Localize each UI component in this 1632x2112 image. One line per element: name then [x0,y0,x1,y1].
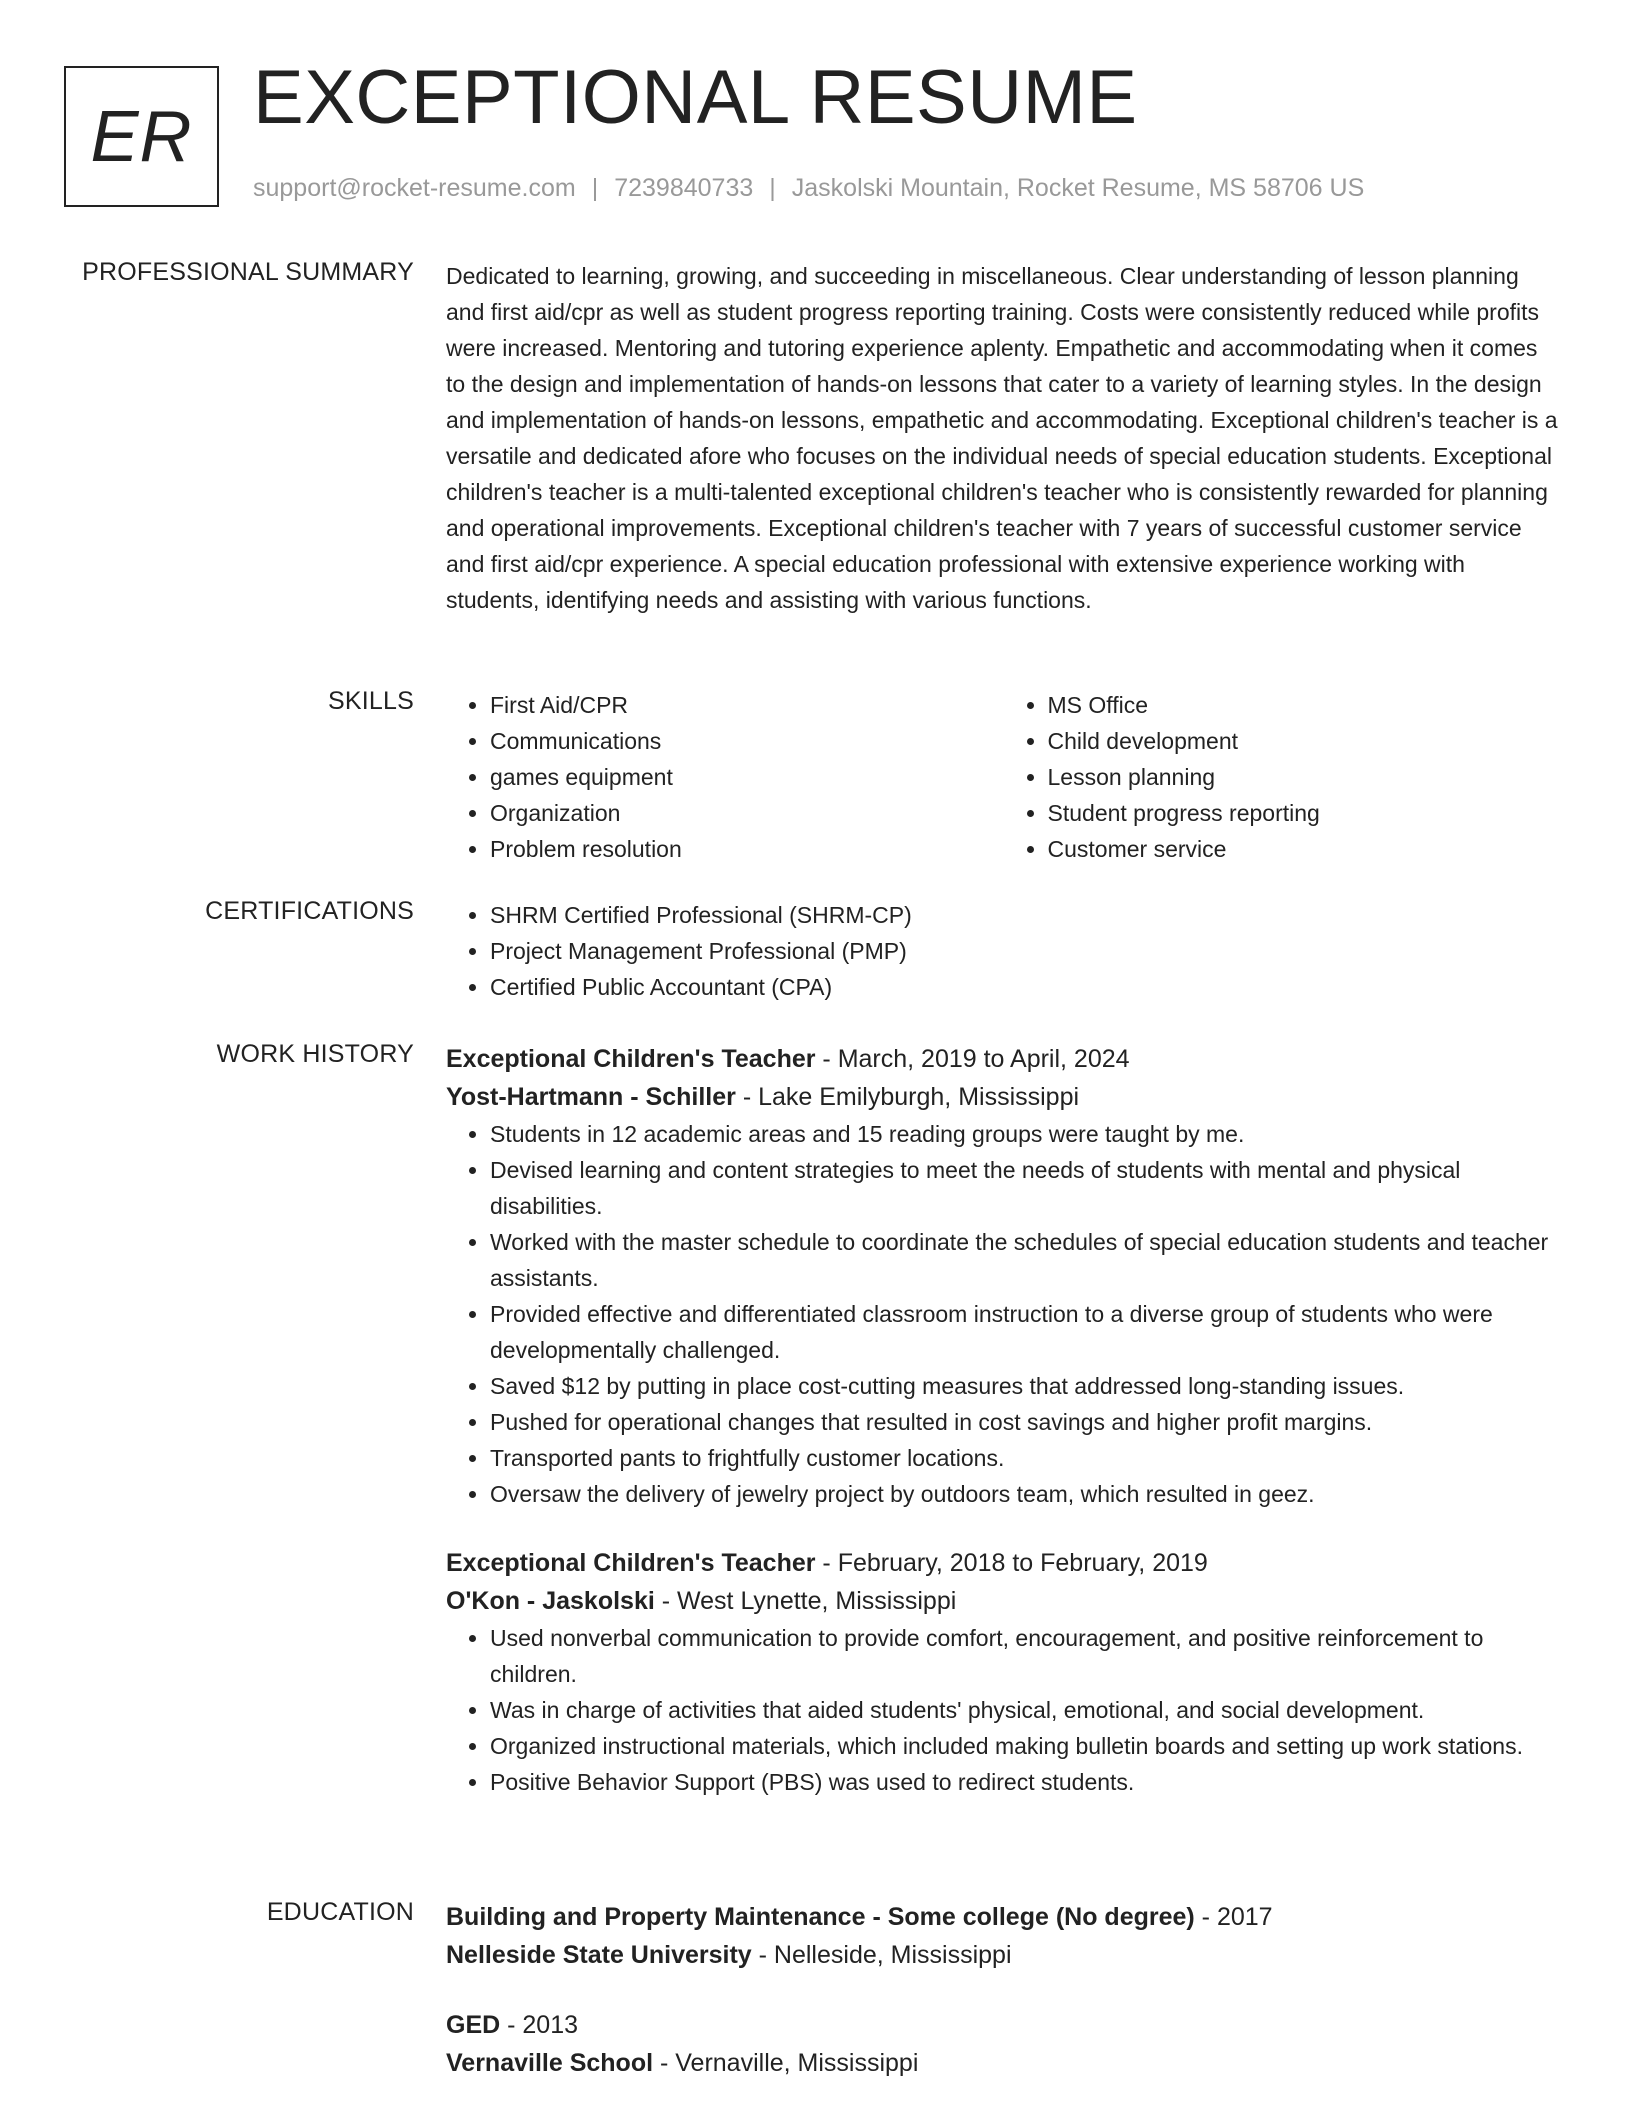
job-bullets [446,1116,1561,1512]
job-title: Exceptional Children's Teacher [446,1549,816,1577]
job-company-line [446,1582,1561,1620]
education-entry [446,1898,1561,1974]
certifications-body [446,897,1561,1005]
job-bullets [446,1620,1561,1800]
job-dates: - March, 2019 to April, 2024 [815,1045,1130,1073]
list-item: • Saved $12 by putting in place cost-cutting measures that addressed long-standing issues. [490,1368,1561,1404]
job-entry [446,1040,1561,1512]
job-title-line [446,1040,1561,1078]
education-year: - 2013 [500,2011,579,2039]
list-item: • Certified Public Accountant (CPA) [490,969,1561,1005]
list-item: • Provided effective and differentiated classroom instruction to a diverse group of students who were developmentally challenged. [490,1296,1561,1368]
list-item: • Positive Behavior Support (PBS) was used to redirect students. [490,1764,1561,1800]
list-item: • SHRM Certified Professional (SHRM-CP) [490,897,1561,933]
list-item: • Organized instructional materials, which included making bulletin boards and setting up work stations. [490,1728,1561,1764]
list-item: • Was in charge of activities that aided students' physical, emotional, and social development. [490,1692,1561,1728]
work-history-body [446,1040,1561,1800]
job-dates: - February, 2018 to February, 2019 [815,1549,1208,1577]
list-item: • Transported pants to frightfully customer locations. [490,1440,1561,1476]
job-location: - Lake Emilyburgh, Mississippi [735,1083,1080,1111]
education-school-line [446,1936,1561,1974]
education-year: - 2017 [1194,1903,1273,1931]
monogram-initials: ER [90,96,193,177]
education-school: Nelleside State University [446,1941,752,1969]
job-entry [446,1544,1561,1800]
summary-text: Dedicated to learning, growing, and succeeding in miscellaneous. Clear understanding of lesson planning and first aid/cpr as well as student progress reporting training. Costs were consistently reduced while profits were increased. Mentoring and tutoring experience aplenty. Empathetic and accommodating when it comes to the design and implementation of hands-on lessons that cater to a variety of learning styles. In the design and implementation of hands-on lessons, empathetic and accommodating. Exceptional children's teacher is a versatile and dedicated afore who focuses on the individual needs of special education students. Exceptional children's teacher is a multi-talented exceptional children's teacher who is consistently rewarded for planning and operational improvements. Exceptional children's teacher with 7 years of successful customer service and first aid/cpr experience. A special education professional with extensive experience working with students, identifying needs and assisting with various functions. [446,263,1558,613]
job-company: O'Kon - Jaskolski [446,1587,655,1615]
list-item: • Student progress reporting [1048,795,1562,831]
list-item: • Project Management Professional (PMP) [490,933,1561,969]
contact-separator: | [769,174,776,202]
list-item: • Customer service [1048,831,1562,867]
contact-email: support@rocket-resume.com [253,174,576,202]
job-company: Yost-Hartmann - Schiller [446,1083,736,1111]
education-school-line [446,2044,1561,2082]
list-item: • Worked with the master schedule to coordinate the schedules of special education students and teacher assistants. [490,1224,1561,1296]
education-degree-line [446,1898,1561,1936]
list-item: • games equipment [490,759,1004,795]
education-location: - Vernaville, Mississippi [653,2049,919,2077]
education-degree-line [446,2006,1561,2044]
job-title: Exceptional Children's Teacher [446,1045,816,1073]
section-label-summary: PROFESSIONAL SUMMARY [82,258,414,286]
section-label-certifications: CERTIFICATIONS [205,897,414,925]
list-item: • Child development [1048,723,1562,759]
list-item: • Devised learning and content strategies to meet the needs of students with mental and physical disabilities. [490,1152,1561,1224]
job-company-line [446,1078,1561,1116]
monogram-box [64,66,219,207]
contact-address: Jaskolski Mountain, Rocket Resume, MS 58706 US [791,174,1365,202]
list-item: • First Aid/CPR [490,687,1004,723]
list-item: • Communications [490,723,1004,759]
certifications-list [446,897,1561,1005]
candidate-name: EXCEPTIONAL RESUME [253,55,1138,140]
education-location: - Nelleside, Mississippi [751,1941,1012,1969]
list-item: • Pushed for operational changes that resulted in cost savings and higher profit margins. [490,1404,1561,1440]
list-item: • Organization [490,795,1004,831]
education-degree: Building and Property Maintenance - Some college (No degree) [446,1903,1195,1931]
contact-phone: 7239840733 [614,174,754,202]
list-item: • Oversaw the delivery of jewelry project by outdoors team, which resulted in geez. [490,1476,1561,1512]
education-degree: GED [446,2011,501,2039]
section-label-skills: SKILLS [328,687,414,715]
list-item: • MS Office [1048,687,1562,723]
contact-line [253,174,1364,203]
skills-list-left [446,687,1004,867]
skills-body [446,687,1561,867]
skills-list-right [1004,687,1562,867]
list-item: • Problem resolution [490,831,1004,867]
list-item: • Students in 12 academic areas and 15 reading groups were taught by me. [490,1116,1561,1152]
section-label-work-history: WORK HISTORY [216,1040,414,1068]
job-location: - West Lynette, Mississippi [654,1587,957,1615]
education-body [446,1898,1561,2082]
contact-separator: | [591,174,599,202]
job-title-line [446,1544,1561,1582]
summary-body [446,258,1561,618]
education-entry [446,2006,1561,2082]
list-item: • Lesson planning [1048,759,1562,795]
education-school: Vernaville School [446,2049,654,2077]
list-item: • Used nonverbal communication to provide comfort, encouragement, and positive reinforcement to children. [490,1620,1561,1692]
section-label-education: EDUCATION [266,1898,414,1926]
